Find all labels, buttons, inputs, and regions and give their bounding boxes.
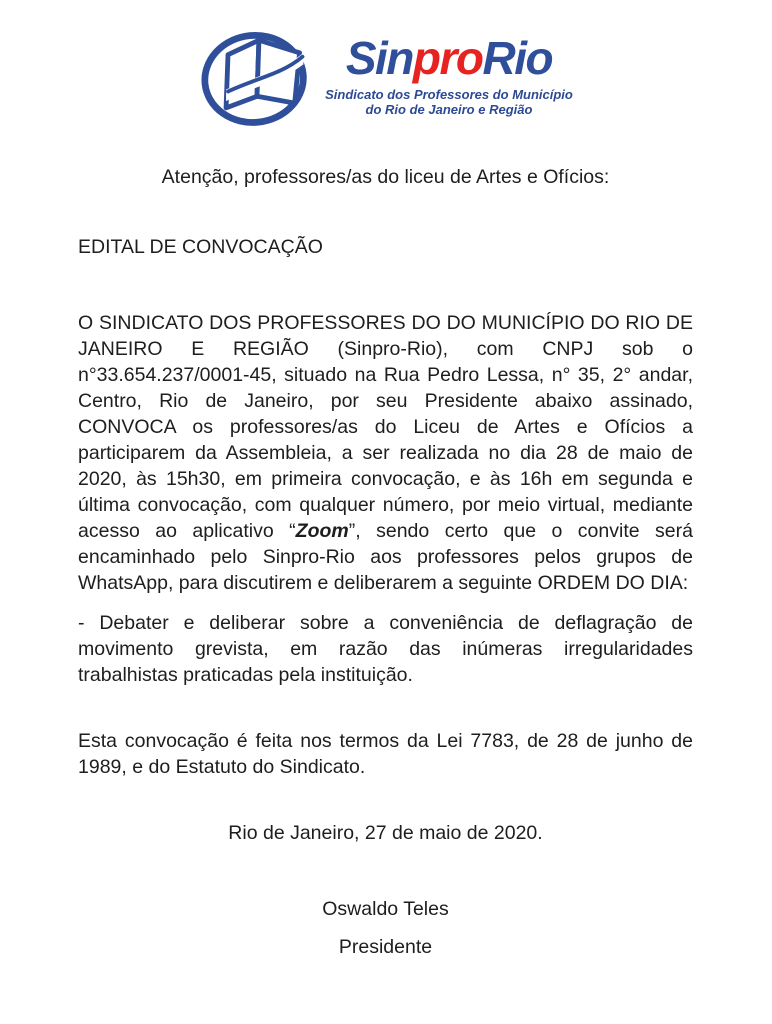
logo-tagline-line2: do Rio de Janeiro e Região <box>365 102 533 117</box>
main-paragraph <box>78 310 693 596</box>
legal-basis-paragraph: Esta convocação é feita nos termos da Lei 7783, de 28 de junho de 1989, e do Estatuto do Sindicato. <box>78 730 693 778</box>
signature-name: Oswaldo Teles <box>322 898 449 920</box>
wordmark-rio: Rio <box>482 32 553 84</box>
wordmark-sinprorio <box>345 32 553 84</box>
attention-line: Atenção, professores/as do liceu de Artes e Ofícios: <box>161 166 610 188</box>
zoom-app-name: Zoom <box>295 520 349 542</box>
main-paragraph-part1: O SINDICATO DOS PROFESSORES DO DO MUNICÍPIO DO RIO DE JANEIRO E REGIÃO (Sinpro-Rio), com CNPJ sob o n°33.654.237/0001-45, situado na Rua Pedro Lessa, n° 35, 2° andar, Centro, Rio de Janeiro, por seu Presidente abaixo assinado, CONVOCA os professores/as do Liceu de Artes e Ofícios a participarem da Assembleia, a ser realizada no dia 28 de maio de 2020, às 15h30, em primeira convocação, e às 16h em segunda e última convocação, com qualquer número, por meio virtual, mediante acesso ao aplicativo “ <box>78 312 693 542</box>
date-line: Rio de Janeiro, 27 de maio de 2020. <box>228 822 543 844</box>
logo-text-block <box>325 32 573 117</box>
sinpro-rio-logo <box>0 0 772 132</box>
document-title: EDITAL DE CONVOCAÇÃO <box>78 236 323 258</box>
logo-tagline-line1: Sindicato dos Professores do Município <box>325 87 573 102</box>
open-book-logo-icon <box>199 25 315 127</box>
logo-tagline <box>325 87 573 117</box>
wordmark-pro: pro <box>412 32 483 84</box>
wordmark-sin: Sin <box>345 32 413 84</box>
main-paragraph-part2: ”, sendo certo que o convite será encaminhado pelo Sinpro-Rio aos professores pelos grupos de WhatsApp, para discutirem e deliberarem a seguinte ORDEM DO DIA: <box>78 520 693 594</box>
document-body <box>78 164 693 960</box>
agenda-item: - Debater e deliberar sobre a conveniência de deflagração de movimento grevista, em razão das inúmeras irregularidades trabalhistas praticadas pela instituição. <box>78 612 693 686</box>
signature-title: Presidente <box>338 936 433 958</box>
